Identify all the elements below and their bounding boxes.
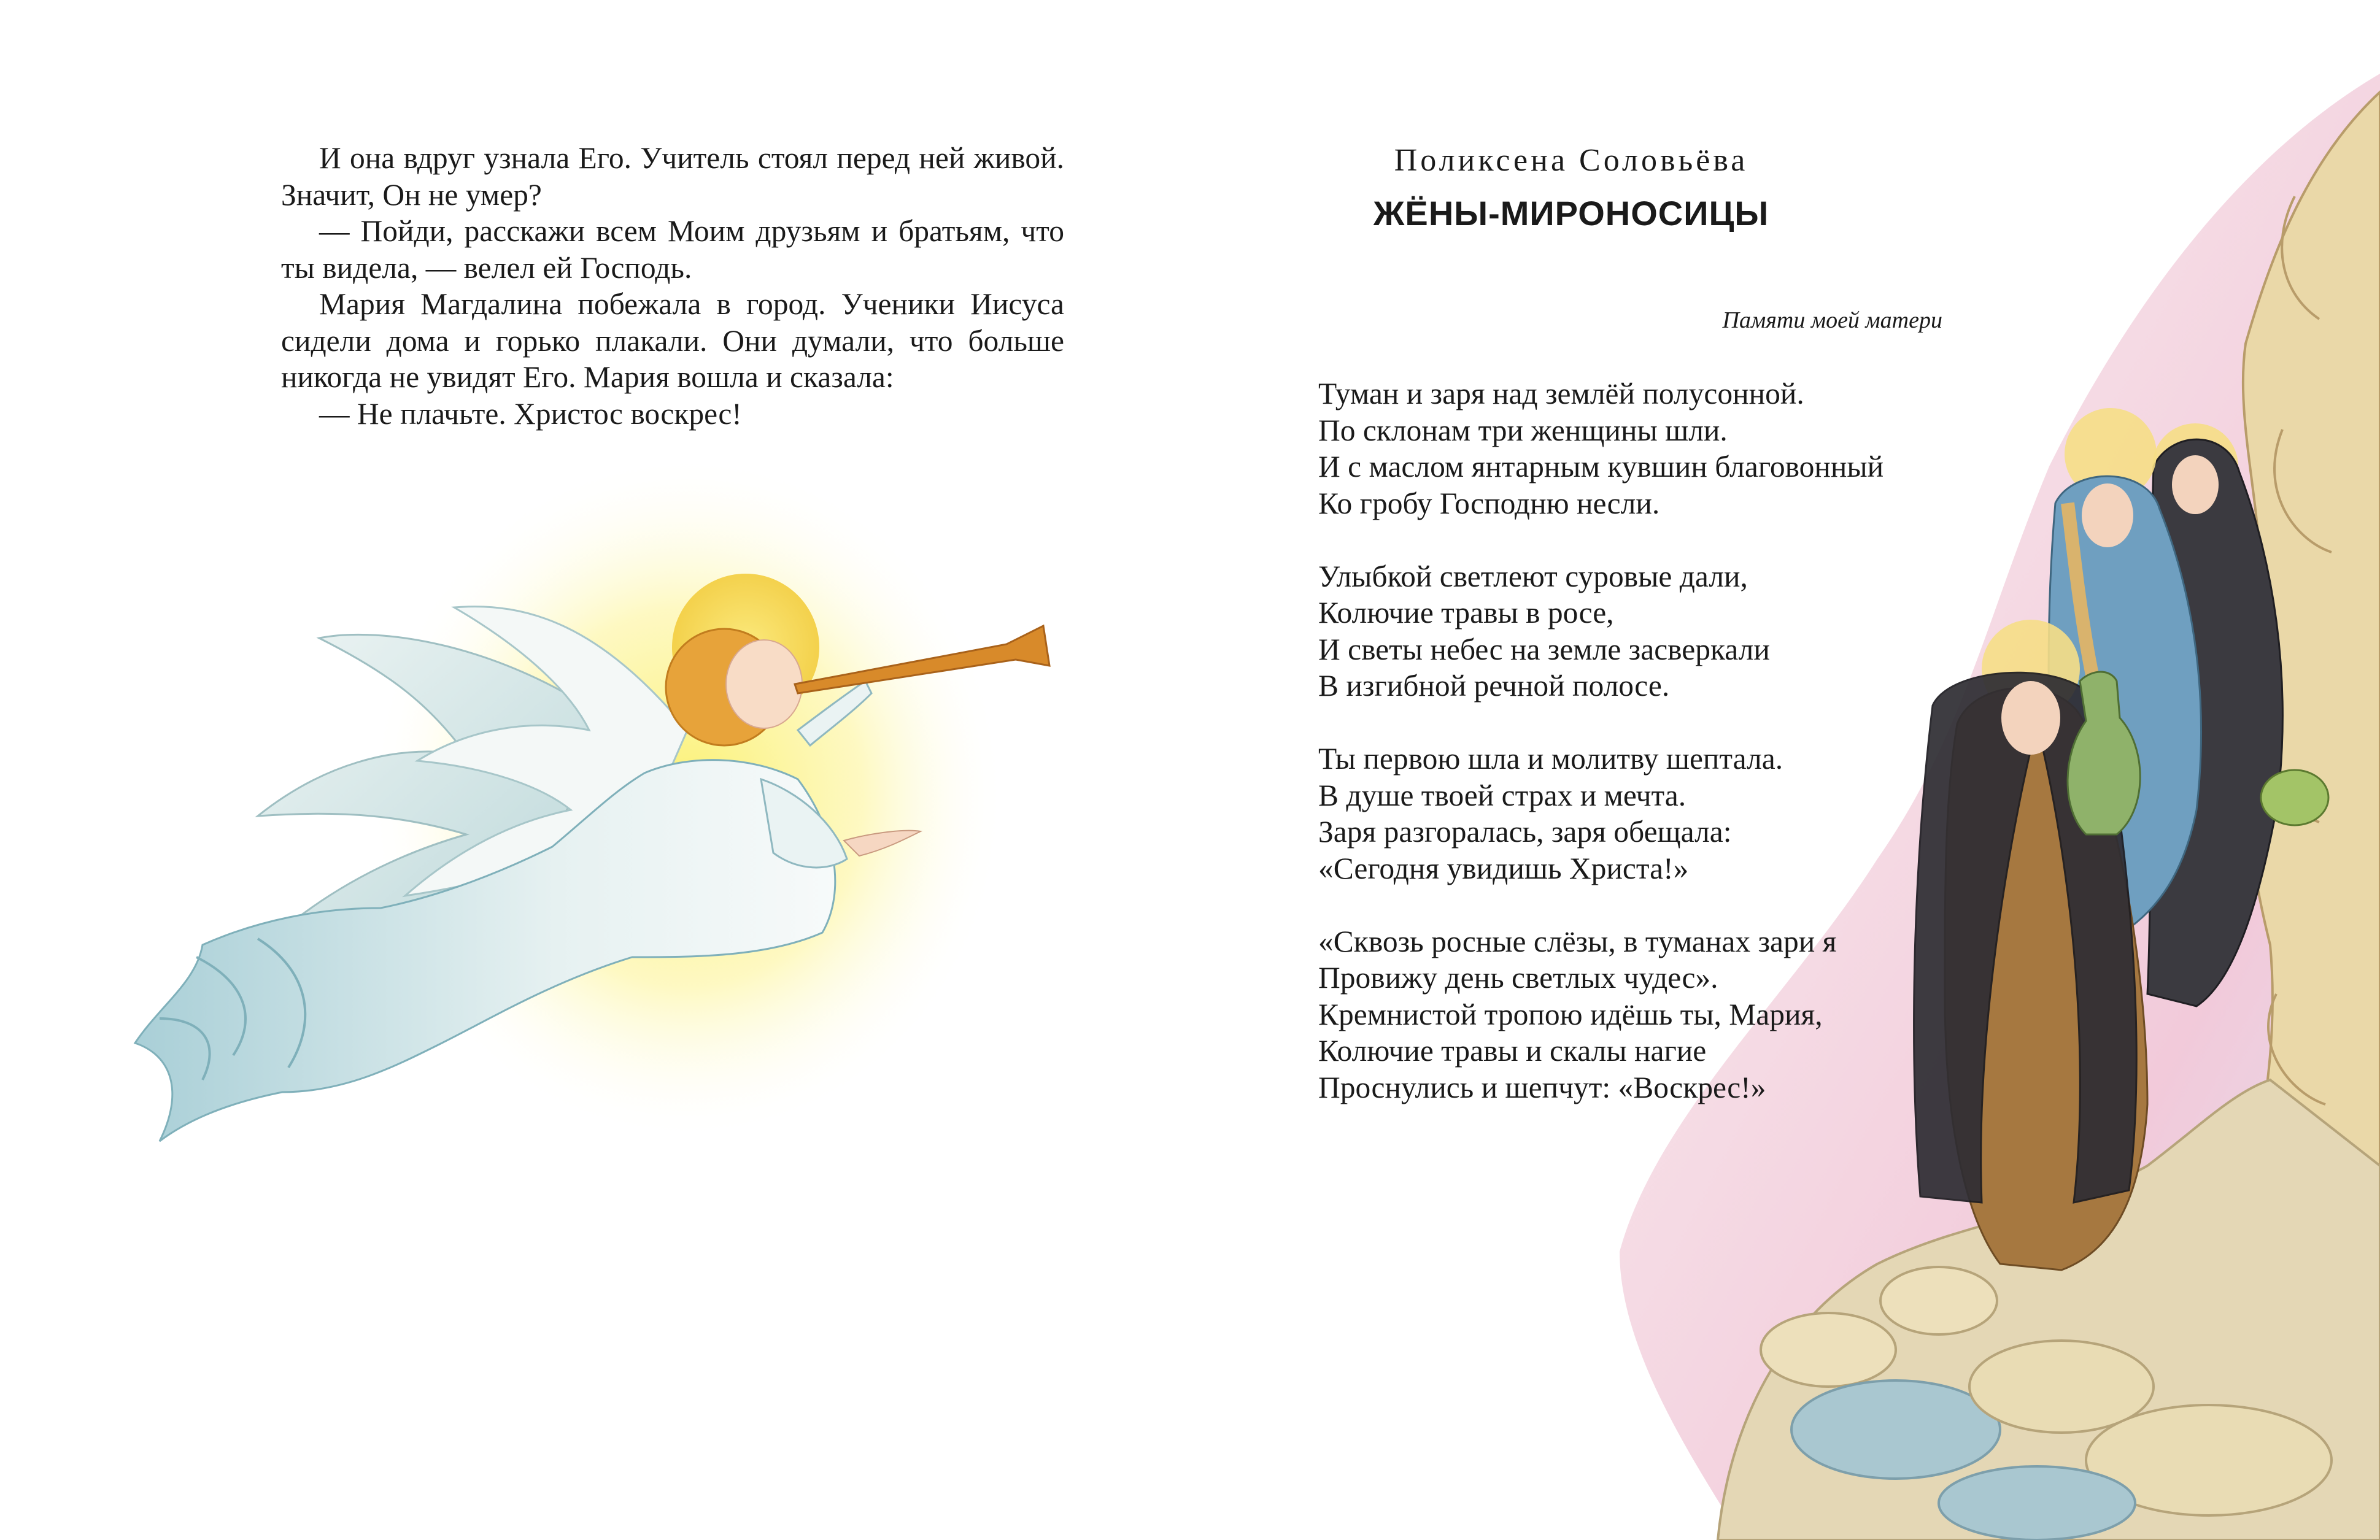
dedication: Памяти моей матери (1722, 307, 1942, 333)
rock (1880, 1267, 1997, 1334)
poem-line: Колючие травы в росе, (1318, 596, 1614, 629)
stanza (1318, 741, 1993, 887)
right-page (1190, 0, 2380, 1540)
poem-line: Ты первою шла и молитву шептала. (1318, 742, 1783, 776)
poem-line: По склонам три женщины шли. (1318, 413, 1728, 447)
face (2172, 455, 2219, 514)
poem-line: В душе твоей страх и мечта. (1318, 778, 1686, 812)
stanza (1318, 375, 1993, 522)
poem-line: И светы небес на земле засверкали (1318, 632, 1770, 666)
poem-line: И с маслом янтарным кувшин благовонный (1318, 450, 1884, 483)
stanza (1318, 923, 1993, 1106)
poem-line: «Сквозь росные слёзы, в туманах зари я (1318, 924, 1837, 958)
paragraph: — Пойди, расскажи всем Моим друзьям и братьям, что ты видела, — велел ей Господь. (281, 214, 1064, 285)
rock (1939, 1466, 2135, 1540)
poem-line: Туман и заря над землёй полусонной. (1318, 377, 1804, 410)
face (2001, 681, 2060, 755)
paragraph: И она вдруг узнала Его. Учитель стоял перед ней живой. Значит, Он не умер? (281, 141, 1064, 212)
poem-line: Провижу день светлых чудес». (1318, 961, 1718, 995)
rock (1761, 1313, 1896, 1387)
stanza (1318, 558, 1993, 704)
poem-line: Кремнистой тропою идёшь ты, Мария, (1318, 997, 1823, 1031)
poem-line: В изгибной речной полосе. (1318, 669, 1670, 703)
poem-line: «Сегодня увидишь Христа!» (1318, 851, 1689, 885)
poem-title: ЖЁНЫ-МИРОНОСИЦЫ (1373, 194, 1769, 233)
rock (1791, 1380, 2000, 1479)
face (726, 640, 802, 728)
poem-line: Улыбкой светлеют суровые дали, (1318, 559, 1748, 593)
poem (1318, 375, 1993, 1142)
paragraph: — Не плачьте. Христос воскрес! (319, 396, 742, 431)
poem-line: Колючие травы и скалы нагие (1318, 1034, 1707, 1068)
basket-icon (2261, 770, 2328, 825)
author-name: Поликсена Соловьёва (1394, 143, 1748, 178)
paragraph: Мария Магдалина побежала в город. Ученики Иисуса сидели дома и горько плакали. Они думали, что больше никогда не увидят Его. Мария вошла и сказала: (281, 287, 1064, 394)
poem-line: Заря разгоралась, заря обещала: (1318, 815, 1732, 849)
poem-line: Проснулись и шепчут: «Воскрес!» (1318, 1070, 1766, 1104)
face (2082, 483, 2133, 547)
poem-line: Ко гробу Господню несли. (1318, 486, 1660, 520)
